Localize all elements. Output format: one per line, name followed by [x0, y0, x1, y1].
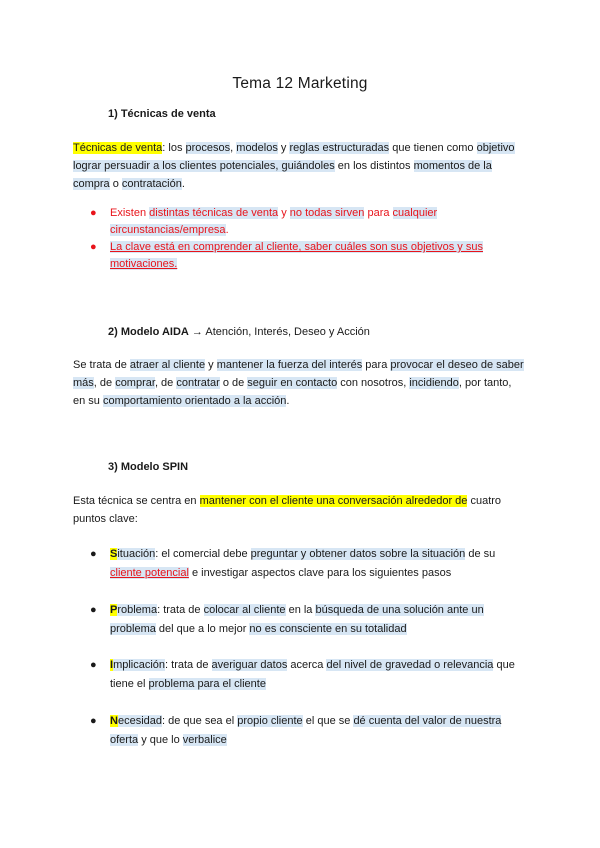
spin-term: ecesidad [117, 715, 162, 727]
highlighted-phrase: procesos [185, 142, 231, 154]
list-item [88, 205, 528, 239]
highlighted-term: Técnicas de venta [73, 142, 163, 154]
spin-item-necesidad [88, 712, 528, 750]
text-run: o de [219, 377, 248, 389]
text-run: cuatro [467, 495, 502, 507]
heading-label: 2) Modelo AIDA [108, 326, 189, 338]
text-run: Esta técnica se centra en [73, 495, 200, 507]
text-run: , de [154, 377, 177, 389]
text-run: : los [162, 142, 186, 154]
text-run: y que lo [138, 734, 183, 746]
text-run: de su [465, 548, 496, 560]
highlighted-phrase: seguir en contacto [247, 377, 338, 389]
text-run: , por tanto, [458, 377, 512, 389]
spin-item-situacion [88, 545, 528, 583]
text-run: para [364, 207, 393, 219]
text-run: : trata de [157, 604, 204, 616]
list-line [110, 620, 528, 639]
text-run: . [286, 395, 290, 407]
text-run: acerca [287, 659, 327, 671]
highlighted-phrase: preguntar y obtener datos sobre la situación [250, 548, 466, 560]
section-heading-tecnicas: 1) Técnicas de venta [108, 108, 216, 120]
highlighted-phrase: no todas sirven [289, 207, 365, 219]
page-title: Tema 12 Marketing [232, 75, 368, 92]
highlighted-phrase: provocar el deseo de saber [390, 359, 524, 371]
spin-term: roblema [117, 604, 158, 616]
paragraph-tecnicas [73, 139, 529, 193]
text-run: en su [73, 395, 103, 407]
highlighted-phrase: La clave está en comprender al cliente, saber cuáles son sus objetivos y sus [110, 241, 483, 253]
heading-subtitle: Atención, Interés, Deseo y Acción [205, 326, 370, 338]
text-run: del que a lo mejor [155, 623, 250, 635]
text-run: que [493, 659, 515, 671]
list-item [88, 239, 528, 273]
list-line [110, 731, 528, 750]
highlighted-phrase: mantener con el cliente una conversación alrededor de [199, 495, 468, 507]
list-line [110, 712, 528, 731]
highlighted-phrase: compra [73, 178, 110, 190]
highlighted-phrase: reglas estructuradas [289, 142, 390, 154]
text-run: y [277, 142, 290, 154]
text-run: . [181, 178, 185, 190]
highlighted-phrase: comprar [115, 377, 155, 389]
paragraph-spin-intro [73, 492, 529, 528]
text-run: para [362, 359, 391, 371]
bullet-icon: ● [90, 548, 97, 560]
list-line [110, 675, 528, 694]
highlighted-phrase: mantener la fuerza del interés [216, 359, 363, 371]
text-run: en los distintos [334, 160, 414, 172]
spin-letter: P [110, 604, 118, 616]
paragraph-line [73, 492, 529, 510]
bullet-icon: ● [90, 604, 97, 616]
spin-item-implicacion [88, 656, 528, 694]
spin-letter: N [110, 715, 118, 727]
text-run: el que se [302, 715, 354, 727]
text-run: , [230, 142, 237, 154]
highlighted-phrase: averiguar datos [211, 659, 288, 671]
list-line [110, 256, 528, 273]
highlighted-phrase: distintas técnicas de venta [149, 207, 279, 219]
highlighted-phrase: lograr persuadir a los clientes potenciales, guiándoles [73, 160, 335, 172]
highlighted-phrase: más [73, 377, 94, 389]
list-line [110, 656, 528, 675]
bullet-list-tecnicas [88, 205, 528, 273]
paragraph-line [73, 175, 529, 193]
text-run: en la [285, 604, 316, 616]
paragraph-line [73, 356, 529, 374]
bullet-icon: ● [90, 715, 97, 727]
highlighted-phrase: problema para el cliente [148, 678, 266, 690]
text-run: . [225, 224, 229, 236]
highlighted-phrase: oferta [110, 734, 139, 746]
text-run: : el comercial debe [155, 548, 251, 560]
paragraph-aida [73, 356, 529, 410]
highlighted-phrase: búsqueda de una solución ante un [315, 604, 484, 616]
highlighted-phrase: dé cuenta del valor de nuestra [353, 715, 502, 727]
highlighted-phrase: momentos de la [413, 160, 492, 172]
highlighted-phrase: colocar al cliente [203, 604, 286, 616]
highlighted-phrase: problema [110, 623, 156, 635]
bullet-icon: ● [90, 659, 97, 671]
text-run: y [205, 359, 217, 371]
text-run: que tienen como [389, 142, 477, 154]
list-line [110, 564, 528, 583]
paragraph-line [73, 392, 529, 410]
text-run: : de que sea el [162, 715, 238, 727]
spin-term: mplicación [113, 659, 166, 671]
list-line [110, 205, 528, 222]
paragraph-line [73, 157, 529, 175]
highlighted-phrase: modelos [236, 142, 278, 154]
spin-letter: S [110, 548, 118, 560]
highlighted-phrase: objetivo [476, 142, 515, 154]
section-heading-aida [108, 326, 370, 338]
highlighted-phrase: propio cliente [237, 715, 303, 727]
paragraph-line [73, 374, 529, 392]
text-run: con nosotros, [337, 377, 410, 389]
highlighted-phrase: contratar [176, 377, 220, 389]
text-run: puntos clave: [73, 513, 138, 525]
highlighted-phrase: contratación [121, 178, 182, 190]
text-run: y [278, 207, 290, 219]
spin-term: ituación [117, 548, 156, 560]
bullet-icon: ● [90, 207, 97, 219]
list-line [110, 222, 528, 239]
highlighted-phrase: no es consciente en su totalidad [249, 623, 407, 635]
text-run: e investigar aspectos clave para los siguientes pasos [188, 567, 452, 579]
highlighted-phrase: motivaciones. [110, 258, 178, 270]
highlighted-phrase: cualquier [392, 207, 438, 219]
text-run: Se trata de [73, 359, 130, 371]
highlighted-phrase: comportamiento orientado a la acción [102, 395, 287, 407]
highlighted-phrase: cliente potencial [110, 567, 189, 579]
paragraph-line [73, 510, 529, 528]
text-run: : trata de [165, 659, 212, 671]
spin-letter: I [110, 659, 114, 671]
highlighted-phrase: del nivel de gravedad o relevancia [326, 659, 494, 671]
section-heading-spin: 3) Modelo SPIN [108, 461, 189, 473]
text-run: Existen [110, 207, 150, 219]
highlighted-phrase: verbalice [182, 734, 227, 746]
text-run: , de [93, 377, 116, 389]
highlighted-phrase: incidiendo [409, 377, 459, 389]
bullet-icon: ● [90, 241, 97, 253]
list-line [110, 239, 528, 256]
spin-item-problema [88, 601, 528, 639]
list-line [110, 601, 528, 620]
highlighted-phrase: atraer al cliente [129, 359, 206, 371]
highlighted-phrase: circunstancias/empresa [110, 224, 226, 236]
arrow-icon: → [188, 326, 206, 338]
text-run: tiene el [110, 678, 149, 690]
list-line [110, 545, 528, 564]
paragraph-line [73, 139, 529, 157]
text-run: o [109, 178, 122, 190]
